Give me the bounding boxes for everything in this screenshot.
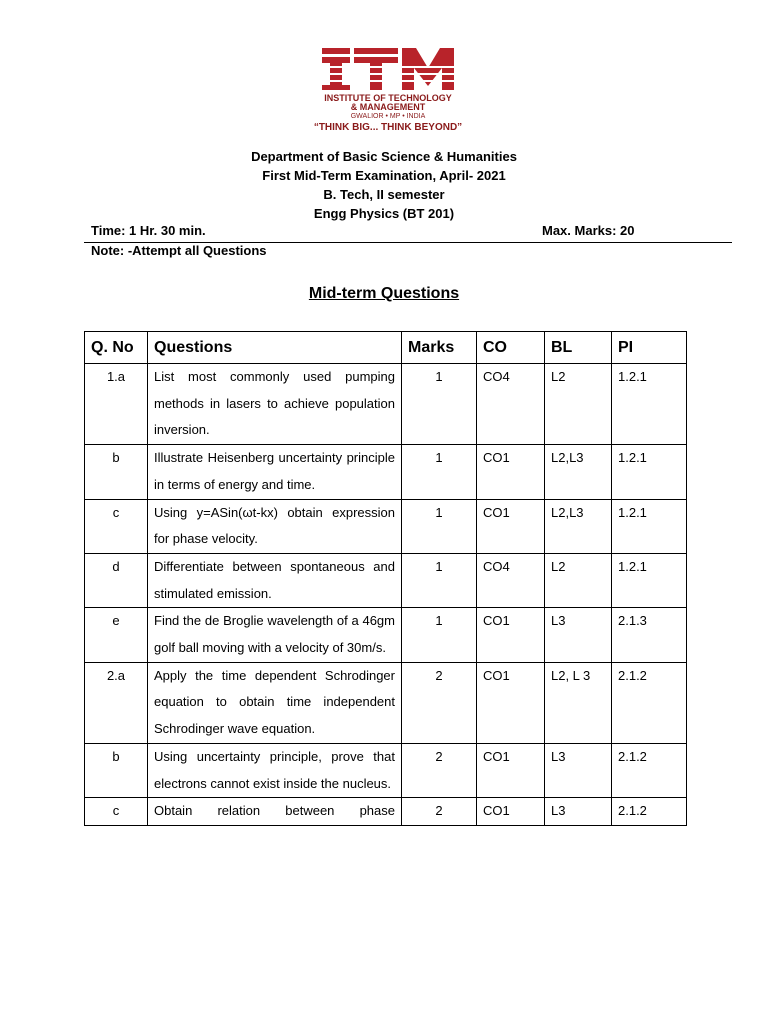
cell-marks: 1 [402,499,477,553]
cell-question: Obtain relation between phase [148,798,402,826]
cell-pi: 1.2.1 [612,499,687,553]
logo-institute-name: INSTITUTE OF TECHNOLOGY [324,93,452,103]
logo-tagline: “THINK BIG... THINK BEYOND” [313,122,463,133]
cell-pi: 2.1.2 [612,743,687,797]
cell-pi: 1.2.1 [612,445,687,499]
cell-bl: L2, L 3 [545,662,612,743]
section-title: Mid-term Questions [308,285,460,302]
cell-marks: 1 [402,445,477,499]
cell-bl: L3 [545,608,612,662]
cell-qno: 2.a [85,662,148,743]
table-row [85,798,687,826]
cell-question: Using y=ASin(ωt-kx) obtain expression for phase velocity. [148,499,402,553]
column-header-co: CO [477,332,545,364]
column-header-pi: PI [612,332,687,364]
table-row [85,445,687,499]
subject-title: Engg Physics (BT 201) [313,206,455,221]
table-row [85,608,687,662]
cell-qno: b [85,445,148,499]
cell-qno: c [85,499,148,553]
cell-co: CO1 [477,798,545,826]
cell-bl: L3 [545,743,612,797]
cell-co: CO1 [477,445,545,499]
department-title: Department of Basic Science & Humanities [251,149,517,164]
cell-qno: e [85,608,148,662]
column-header-marks: Marks [402,332,477,364]
cell-question: List most commonly used pumping methods in lasers to achieve population inversion. [148,364,402,445]
cell-marks: 1 [402,364,477,445]
cell-bl: L2 [545,553,612,607]
cell-qno: 1.a [85,364,148,445]
cell-bl: L2,L3 [545,499,612,553]
column-header-bl: BL [545,332,612,364]
cell-pi: 2.1.2 [612,662,687,743]
cell-qno: b [85,743,148,797]
cell-marks: 2 [402,743,477,797]
cell-marks: 1 [402,608,477,662]
cell-question: Illustrate Heisenberg uncertainty principle in terms of energy and time. [148,445,402,499]
cell-co: CO1 [477,662,545,743]
cell-question: Using uncertainty principle, prove that electrons cannot exist inside the nucleus. [148,743,402,797]
cell-bl: L2 [545,364,612,445]
cell-marks: 2 [402,798,477,826]
column-header-qno: Q. No [85,332,148,364]
cell-co: CO1 [477,499,545,553]
cell-pi: 1.2.1 [612,364,687,445]
cell-pi: 2.1.3 [612,608,687,662]
program-title: B. Tech, II semester [323,187,445,202]
cell-pi: 2.1.2 [612,798,687,826]
max-marks: Max. Marks: 20 [542,223,635,238]
cell-question: Differentiate between spontaneous and stimulated emission. [148,553,402,607]
cell-question: Find the de Broglie wavelength of a 46gm golf ball moving with a velocity of 30m/s. [148,608,402,662]
itm-logo [308,44,468,138]
table-row [85,662,687,743]
table-row [85,553,687,607]
cell-co: CO4 [477,364,545,445]
column-header-questions: Questions [148,332,402,364]
cell-qno: d [85,553,148,607]
exam-title: First Mid-Term Examination, April- 2021 [262,168,506,183]
cell-pi: 1.2.1 [612,553,687,607]
table-row [85,364,687,445]
cell-bl: L3 [545,798,612,826]
cell-bl: L2,L3 [545,445,612,499]
table-row [85,499,687,553]
cell-question: Apply the time dependent Schrodinger equation to obtain time independent Schrodinger wave equation. [148,662,402,743]
table-header-row [85,332,687,364]
questions-table [84,331,687,826]
cell-co: CO1 [477,743,545,797]
cell-co: CO1 [477,608,545,662]
cell-co: CO4 [477,553,545,607]
table-row [85,743,687,797]
exam-time: Time: 1 Hr. 30 min. [91,223,206,238]
exam-note: Note: -Attempt all Questions [91,243,267,258]
logo-management: & MANAGEMENT [350,102,426,112]
cell-marks: 1 [402,553,477,607]
cell-qno: c [85,798,148,826]
logo-location: GWALIOR • MP • INDIA [350,113,426,120]
cell-marks: 2 [402,662,477,743]
